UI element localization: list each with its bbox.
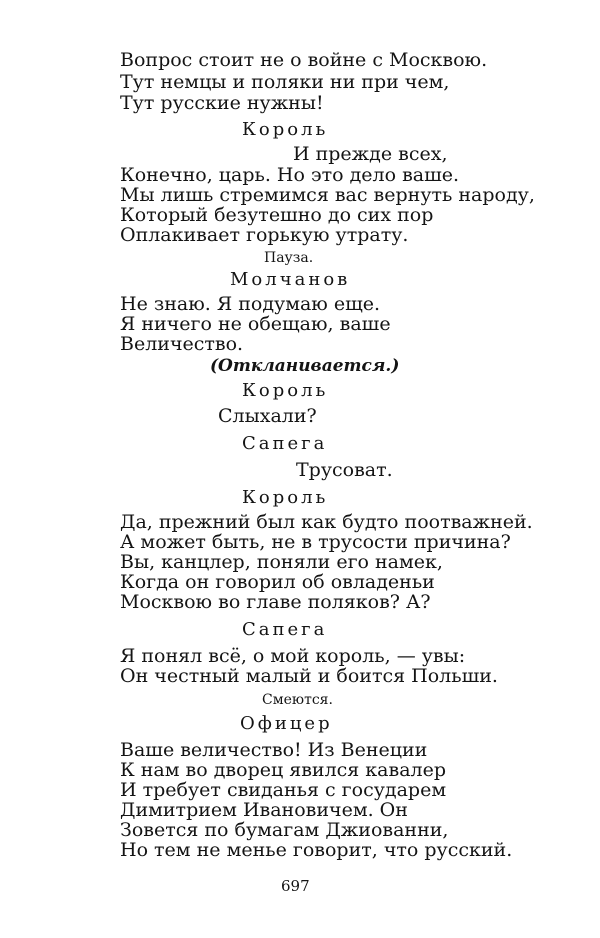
- speaker-name: Сапега: [242, 619, 328, 640]
- verse-line: Москвою во главе поляков? А?: [120, 591, 431, 613]
- speaker-name: Король: [242, 487, 329, 508]
- verse-line: Димитрием Ивановичем. Он: [120, 799, 408, 821]
- verse-line: Который безутешно до сих пор: [120, 204, 434, 226]
- verse-line: К нам во дворец явился кавалер: [120, 759, 447, 781]
- speaker-name: Король: [242, 380, 329, 401]
- verse-line: Слыхали?: [218, 405, 317, 427]
- verse-line: Оплакивает горькую утрату.: [120, 224, 409, 246]
- verse-line: Когда он говорил об овладеньи: [120, 571, 435, 593]
- stage-direction: Смеются.: [262, 692, 333, 708]
- verse-line: Но тем не менье говорит, что русский.: [120, 839, 513, 861]
- verse-line: А может быть, не в трусости причина?: [120, 531, 511, 553]
- verse-line: Трусоват.: [296, 459, 393, 481]
- stage-direction: Пауза.: [264, 250, 314, 266]
- verse-line: И прежде всех,: [293, 143, 448, 165]
- verse-line: Я понял всё, о мой король, — увы:: [120, 645, 466, 667]
- verse-line: Вы, канцлер, поняли его намек,: [120, 551, 443, 573]
- verse-line: Я ничего не обещаю, ваше: [120, 313, 391, 335]
- speaker-name: Сапега: [242, 433, 328, 454]
- speaker-name: Офицер: [240, 713, 333, 734]
- verse-line: Мы лишь стремимся вас вернуть народу,: [120, 184, 535, 206]
- verse-line: Не знаю. Я подумаю еще.: [120, 293, 381, 315]
- verse-line: Тут немцы и поляки ни при чем,: [120, 71, 450, 93]
- verse-line: Он честный малый и боится Польши.: [120, 665, 498, 687]
- verse-line: Конечно, царь. Но это дело ваше.: [120, 164, 460, 186]
- speaker-name: Молчанов: [230, 269, 351, 290]
- verse-line: И требует свиданья с государем: [120, 779, 447, 801]
- verse-line: Величество.: [120, 333, 244, 355]
- stage-direction: (Откланивается.): [210, 356, 400, 376]
- verse-line: Да, прежний был как будто поотважней.: [120, 511, 533, 533]
- page-number: 697: [281, 877, 310, 895]
- verse-line: Зовется по бумагам Джиованни,: [120, 819, 449, 841]
- verse-line: Тут русские нужны!: [120, 92, 324, 114]
- speaker-name: Король: [242, 119, 329, 140]
- verse-line: Ваше величество! Из Венеции: [120, 739, 428, 761]
- verse-line: Вопрос стоит не о войне с Москвою.: [120, 49, 488, 71]
